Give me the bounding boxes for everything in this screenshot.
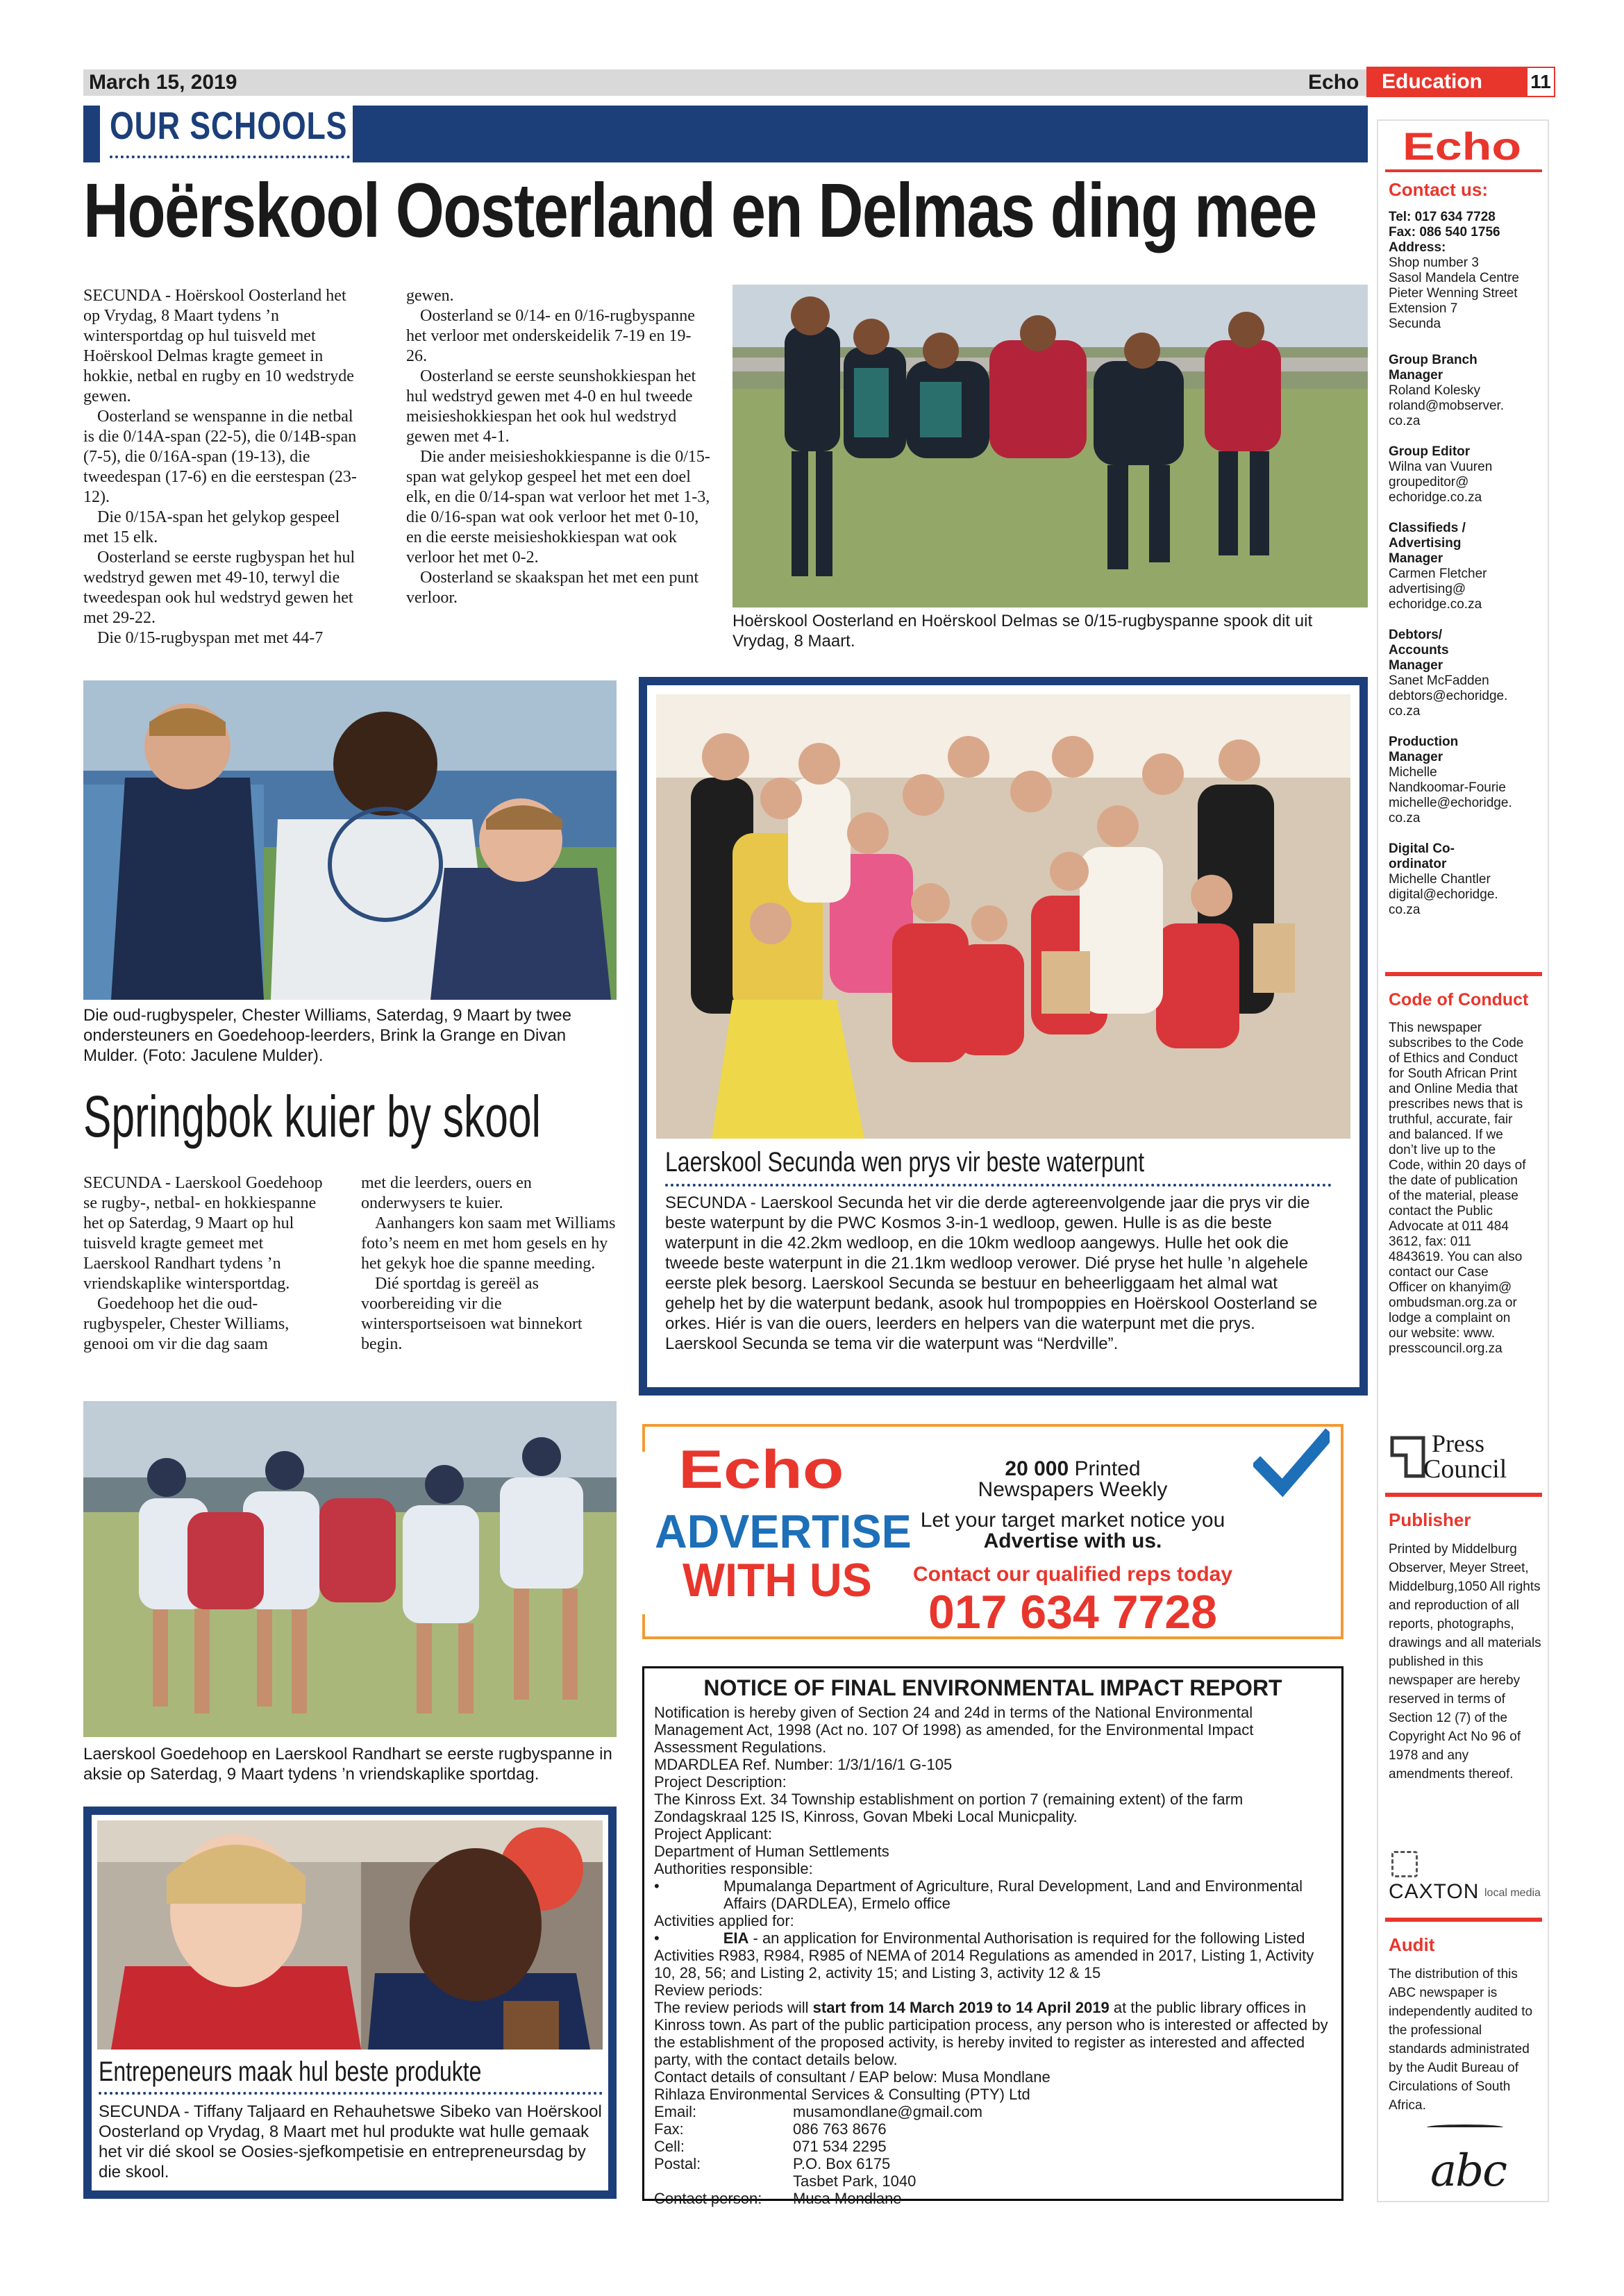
- staff-role: Production Manager: [1389, 735, 1459, 764]
- notice-text: The Kinross Ext. 34 Township establishment on portion 7 (remaining extent) of the farm Zondagskraal 125 IS, Kinross, Govan Mbeki Local Municpality.: [654, 1791, 1244, 1825]
- staff-detail: co.za: [1389, 811, 1421, 826]
- bullet-icon: •: [654, 1929, 660, 1947]
- paragraph: Goedehoop het die oud-rugbyspeler, Chester Williams, genooi om vir die dag saam: [83, 1295, 290, 1353]
- nerdville-group-photo: [656, 694, 1350, 1139]
- coc-heading: Code of Conduct: [1389, 990, 1529, 1009]
- staff-role: Group Branch Manager: [1389, 353, 1477, 383]
- photo-caption: Hoërskool Oosterland en Hoërskool Delmas se 0/15-rugbyspanne spook dit uit Vrydag, 8 Maart.: [733, 612, 1313, 651]
- advert-weekly: Newspapers Weekly: [978, 1478, 1168, 1501]
- paragraph: Oosterland se eerste rugbyspan het hul wedstryd gewen met 49-10, terwyl die tweedespan ook hul wedstryd gewen het met 29-22.: [83, 548, 355, 627]
- staff-detail: co.za: [1389, 704, 1421, 719]
- paragraph: SECUNDA - Hoërskool Oosterland het op Vrydag, 8 Maart tydens ’n wintersportdag op hul tuisveld met Hoërskool Delmas kragte gemeet in hokkie, netbal en rugby en 10 wedstryde gewen.: [83, 287, 354, 405]
- notice-title: NOTICE OF FINAL ENVIRONMENTAL IMPACT REPORT: [703, 1675, 1282, 1700]
- story2-column-1: [83, 1173, 333, 1355]
- staff-role: Debtors/ Accounts Manager: [1389, 628, 1449, 673]
- staff-detail: echoridge.co.za: [1389, 490, 1482, 505]
- notice-text: [654, 1929, 1332, 1981]
- paragraph: Oosterland se 0/14- en 0/16-rugbyspanne het verloor met onderskeidelik 7-19 en 19-26.: [406, 307, 695, 365]
- notice-activities: - an application for Environmental Authorisation is required for the following Listed Activities R983, R984, R985 of NEMA of 2014 Regulations as amended in 2017, Listing 1, Activity 10, 28, 56; and Listing 2, activity 15; and Listing 3, activity 12 & 15: [654, 1929, 1314, 1981]
- publisher-text: Printed by Middelburg Observer, Meyer Street, Middelburg,1050 All rights and reproduction of all reports, photographs, drawings and all materials published in this newspaper are hereby reserved in terms of Section 12 (7) of the Copyright Act No 96 of 1978 and any amendments thereof.: [1389, 1542, 1541, 1782]
- contact-heading: Contact us:: [1389, 179, 1488, 200]
- paper-name: Echo: [1308, 71, 1359, 94]
- advert-contact: Contact our qualified reps today: [912, 1563, 1233, 1586]
- paragraph: met die leerders, ouers en onderwysers te kuier.: [361, 1174, 532, 1212]
- paragraph: Die ander meisieshokkiespanne is die 0/15-span wat gelykop gespeel het met een doel elk, en die 0/14-span wat verloor het met 1-3, die 0/16-span wat ook verloor het met 0-10, en die eerste meisieshokkiespan wat ook verloor het met 0-2.: [406, 448, 710, 567]
- contact-key: Postal:: [654, 2155, 701, 2172]
- rugby-action-photo: [83, 1401, 617, 1737]
- notice-heading: Activities applied for:: [654, 1912, 794, 1929]
- photo-caption: Die oud-rugbyspeler, Chester Williams, Saterdag, 9 Maart by twee ondersteuners en Goedehoop-leerders, Brink la Grange en Divan Mulder. (Foto: Jaculene Mulder).: [83, 1006, 571, 1065]
- staff-detail: Michelle Chantler: [1389, 872, 1491, 887]
- council-label: Council: [1423, 1455, 1507, 1484]
- address-line: Pieter Wenning Street: [1389, 286, 1518, 301]
- sidebar-rule: [1385, 1918, 1542, 1922]
- notice-review-a: The review periods will: [654, 1999, 813, 2016]
- staff-detail: co.za: [1389, 903, 1421, 917]
- advert-line1: ADVERTISE: [655, 1505, 912, 1558]
- sidebar-rule: [1385, 1493, 1542, 1497]
- header-bar: [83, 69, 1458, 96]
- abc-logo: abc: [1430, 2145, 1506, 2197]
- notice-intro: Notification is hereby given of Section 24 and 24d in terms of the National Environmental Management Act, 1998 (Act no. 107 Of 1998) as amended, for the Environmental Impact Assessment Regulations.: [654, 1704, 1254, 1756]
- staff-detail: Roland Kolesky: [1389, 383, 1481, 398]
- staff-detail: Carmen Fletcher: [1389, 567, 1487, 581]
- staff-detail: roland@mobserver.: [1389, 399, 1505, 413]
- address-line: Extension 7: [1389, 301, 1458, 316]
- address-line: Secunda: [1389, 317, 1441, 331]
- notice-bullet: [654, 1877, 1332, 1912]
- advert-cta: Advertise with us.: [983, 1530, 1162, 1552]
- contact-value: Tasbet Park, 1040: [793, 2172, 916, 2190]
- staff-detail: debtors@echoridge.: [1389, 689, 1508, 703]
- press-label: Press: [1432, 1430, 1485, 1457]
- contact-key: Email:: [654, 2103, 697, 2120]
- dotted-rule: [99, 2092, 603, 2095]
- section-banner-label: OUR SCHOOLS: [110, 103, 348, 147]
- story2-headline: Springbok kuier by skool: [83, 1084, 541, 1149]
- contact-fax: Fax: 086 540 1756: [1389, 225, 1500, 240]
- contact-value: musamondlane@gmail.com: [793, 2103, 983, 2120]
- staff-entry: [1389, 444, 1545, 505]
- dotted-rule: [665, 1184, 1332, 1187]
- staff-detail: Michelle: [1389, 765, 1437, 780]
- advert-line2: WITH US: [683, 1554, 872, 1607]
- paragraph: Die 0/15A-span het gelykop gespeel met 15 elk.: [83, 508, 340, 546]
- staff-entry: [1389, 353, 1545, 429]
- sidebar-rule: [1385, 972, 1542, 976]
- publisher-heading: Publisher: [1389, 1509, 1471, 1530]
- environmental-notice: [642, 1666, 1343, 2207]
- photo-caption: Laerskool Goedehoop en Laerskool Randhart se eerste rugbyspanne in aksie op Saterdag, 9 Maart tydens ’n vriendskaplike sportdag.: [83, 1745, 612, 1784]
- caxton-icon: [1391, 1851, 1418, 1877]
- address-heading: Address:: [1389, 240, 1446, 255]
- main-headline: Hoërskool Oosterland en Delmas ding mee: [83, 168, 1316, 253]
- advert-frame-corner: [642, 1614, 645, 1639]
- caxton-logo: [1389, 1845, 1541, 1908]
- entrepreneurs-photo: [97, 1820, 603, 2050]
- notice-contact-row: [654, 2190, 1332, 2207]
- notice-ref: MDARDLEA Ref. Number: 1/3/1/16/1 G-105: [654, 1756, 953, 1773]
- staff-detail: michelle@echoridge.: [1389, 796, 1512, 810]
- staff-detail: co.za: [1389, 414, 1421, 428]
- paragraph: Dié sportdag is gereël as voorbereiding vir die wintersportseisoen wat binnekort begin.: [361, 1275, 583, 1353]
- staff-entry: [1389, 735, 1545, 826]
- notice-eia: EIA: [723, 1929, 749, 1947]
- notice-consultant: Contact details of consultant / EAP below: Musa Mondlane: [654, 2068, 1050, 2086]
- staff-detail: Wilna van Vuuren: [1389, 460, 1493, 474]
- audit-heading: Audit: [1389, 1934, 1435, 1955]
- paragraph: Oosterland se skaakspan het met een punt verloor.: [406, 569, 699, 607]
- story1-column-1: [83, 286, 361, 648]
- staff-detail: echoridge.co.za: [1389, 597, 1482, 612]
- advert-logo: Echo: [678, 1439, 844, 1500]
- staff-entry: [1389, 628, 1545, 719]
- caxton-sub: local media: [1484, 1887, 1541, 1899]
- bullet-icon: •: [654, 1877, 660, 1895]
- rugby-photo-1: [733, 285, 1368, 607]
- advert-frame-corner: [642, 1424, 645, 1452]
- contact-value: 086 763 8676: [793, 2120, 887, 2138]
- staff-entry: [1389, 521, 1545, 612]
- story3-headline: Laerskool Secunda wen prys vir beste waterpunt: [665, 1147, 1145, 1178]
- notice-contact-row: [654, 2120, 1332, 2138]
- banner-dots: [110, 156, 350, 158]
- notice-contacts: [654, 2103, 1332, 2207]
- contact-key: Fax:: [654, 2120, 684, 2138]
- paragraph: Oosterland se wenspanne in die netbal is die 0/14A-span (22-5), die 0/14B-span (7-5), die 0/16A-span (19-13), die tweedespan (17-6) en die eerstespan (23-12).: [83, 408, 357, 506]
- contact-key: Contact person:: [654, 2190, 762, 2207]
- paragraph: Oosterland se eerste seunshokkiespan het hul wedstryd gewen met 4-0 en hul tweede meisieshokkiespan het ook hul wedstryd gewen met 4-1.: [406, 367, 696, 446]
- contact-key: [654, 2172, 793, 2190]
- advert-printed-count: 20 000: [1005, 1457, 1069, 1480]
- notice-firm: Rihlaza Environmental Services & Consulting (PTY) Ltd: [654, 2086, 1030, 2103]
- contact-value: Musa Mondlane: [793, 2190, 902, 2207]
- story5-headline: Entrepeneurs maak hul beste produkte: [99, 2056, 482, 2087]
- story3-body: SECUNDA - Laerskool Secunda het vir die derde agtereenvolgende jaar die prys vir die beste waterpunt by die PWC Kosmos 3-in-1 wedloop, gewen. Hulle is as die beste waterpunt in die 42.2km wedloop, en die 10km wedloop aangewys. Hulle het ook die tweede beste waterpunt in die 21.1km wedloop verower. Dié pryse het hulle ’n algehele eerste plek besorg. Laerskool Secunda se bestuur en beheerliggaam het almal wat gehelp het by die waterpunt bedank, asook hul trompoppies en Hoërskool Oosterland se orkes. Hiér is van die ouers, leerders en helpers van die waterpunt met die prys. Laerskool Secunda se tema vir die waterpunt was “Nerdville”.: [665, 1193, 1318, 1353]
- staff-detail: digital@echoridge.: [1389, 887, 1498, 902]
- staff-detail: groupeditor@: [1389, 475, 1469, 489]
- abc-arc: [1427, 2125, 1503, 2130]
- contact-value: P.O. Box 6175: [793, 2155, 891, 2172]
- staff-detail: Sanet McFadden: [1389, 673, 1489, 688]
- advert-printed-label: Printed: [1074, 1457, 1141, 1480]
- caxton-label: CAXTON: [1389, 1880, 1480, 1903]
- address-line: Sasol Mandela Centre: [1389, 271, 1519, 285]
- staff-role: Digital Co-ordinator: [1389, 841, 1455, 871]
- springbok-photo: [83, 680, 617, 1000]
- staff-entry: [1389, 841, 1545, 918]
- notice-text: [654, 1999, 1332, 2068]
- notice-heading: Project Description:: [654, 1773, 787, 1791]
- staff-list: [1389, 353, 1545, 933]
- paragraph: gewen.: [406, 287, 454, 305]
- contact-value: 071 534 2295: [793, 2138, 887, 2155]
- sidebar-logo: Echo: [1403, 124, 1522, 168]
- staff-detail: Nandkoomar-Fourie: [1389, 780, 1506, 795]
- notice-text: Department of Human Settlements: [654, 1843, 889, 1860]
- contact-block: [1389, 210, 1545, 332]
- paragraph: SECUNDA - Laerskool Goedehoop se rugby-, netbal- en hokkiespanne het op Saterdag, 9 Maart op hul tuisveld kragte gemeet met Laerskool Randhart tydens ’n vriendskaplike wintersportdag.: [83, 1174, 323, 1293]
- staff-role: Group Editor: [1389, 444, 1471, 459]
- notice-review-c: at the public library offices in Kinross town. As part of the public participation process, any person who is interested or affected by the establishment of the proposed activity, is hereby invited to register as interested and affected party, with the contact details below.: [654, 1999, 1328, 2068]
- notice-contact-row: [654, 2103, 1332, 2120]
- paragraph: Aanhangers kon saam met Williams foto’s neem en met hom gesels en hy het gekyk hoe die spanne meeding.: [361, 1214, 616, 1273]
- notice-contact-row: [654, 2155, 1332, 2172]
- staff-detail: advertising@: [1389, 582, 1466, 596]
- notice-review-dates: start from 14 March 2019 to 14 April 2019: [812, 1999, 1110, 2016]
- story1-column-2: [406, 286, 712, 608]
- contact-key: Cell:: [654, 2138, 685, 2155]
- coc-text: This newspaper subscribes to the Code of Ethics and Conduct for South African Print and Online Media that prescribes news that is truthful, accurate, fair and balanced. If we don’t live up to the Code, within 20 days of the date of publication of the material, please contact the Public Advocate at 011 484 3612, fax: 011 4843619. You can also contact our Case Officer on khanyim@ ombudsman.org.za or lodge a complaint on our website: www. presscouncil.org.za: [1389, 1021, 1526, 1356]
- notice-heading: Review periods:: [654, 1981, 763, 1999]
- advert-printed: [920, 1458, 1225, 1480]
- notice-contact-row: [654, 2172, 1332, 2190]
- address-line: Shop number 3: [1389, 255, 1479, 270]
- advert-target: Let your target market notice you: [920, 1509, 1225, 1532]
- story2-column-2: [361, 1173, 617, 1355]
- issue-date: March 15, 2019: [89, 71, 237, 94]
- advert-phone: 017 634 7728: [928, 1586, 1217, 1639]
- press-council-logo: [1389, 1430, 1534, 1484]
- notice-heading: Authorities responsible:: [654, 1860, 813, 1877]
- notice-contact-row: [654, 2138, 1332, 2155]
- notice-text: Mpumalanga Department of Agriculture, Rural Development, Land and Environmental Affairs (DARDLEA), Ermelo office: [723, 1877, 1303, 1912]
- notice-heading: Project Applicant:: [654, 1825, 772, 1843]
- contact-tel: Tel: 017 634 7728: [1389, 210, 1496, 224]
- section-label: Education: [1366, 67, 1526, 97]
- paragraph: Die 0/15-rugbyspan met met 44-7: [97, 629, 324, 647]
- audit-text: The distribution of this ABC newspaper is independently audited to the professional standards administrated by the Audit Bureau of Circulations of South Africa.: [1389, 1967, 1533, 2113]
- staff-role: Classifieds / Advertising Manager: [1389, 521, 1466, 566]
- advert-box: [628, 1406, 1357, 1656]
- story5-body: SECUNDA - Tiffany Taljaard en Rehauhetswe Sibeko van Hoërskool Oosterland op Vrydag, 8 Maart met hul produkte wat hulle gemaak het vir dié skool se Oosies-sjefkompetisie en entrepreneursdag by die skool.: [99, 2102, 602, 2181]
- page-number: 11: [1526, 67, 1555, 97]
- checkmark-icon: [1253, 1427, 1330, 1503]
